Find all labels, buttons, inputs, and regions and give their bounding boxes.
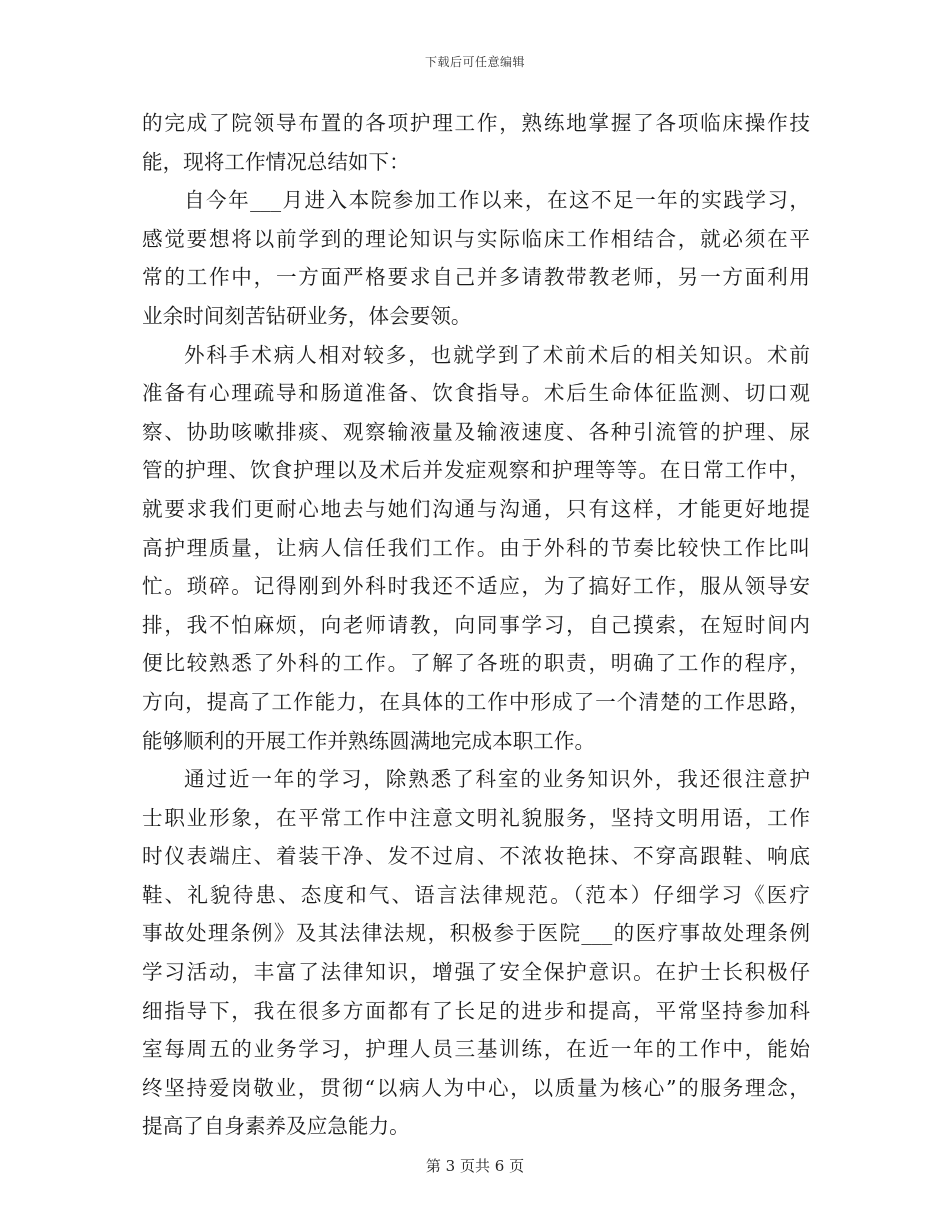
body-text-line: 提高了自身素养及应急能力。 [142,1114,410,1139]
body-text-line: 管的护理、饮食护理以及术后并发症观察和护理等等。在日常工作中， [142,458,810,483]
body-text-line: 室每周五的业务学习，护理人员三基训练，在近一年的工作中，能始 [142,1037,810,1062]
body-text-line: 自今年___月进入本院参加工作以来，在这不足一年的实践学习， [184,188,810,213]
page-header: 下载后可任意编辑 [424,55,525,69]
body-text-line: 事故处理条例》及其法律法规，积极参于医院___的医疗事故处理条例 [142,921,810,946]
body-text-line: 排，我不怕麻烦，向老师请教，向同事学习，自己摸索，在短时间内 [142,612,810,637]
body-text-line: 高护理质量，让病人信任我们工作。由于外科的节奏比较快工作比叫 [142,535,810,560]
body-text-line: 时仪表端庄、着装干净、发不过肩、不浓妆艳抹、不穿高跟鞋、响底 [142,844,810,869]
body-text-line: 就要求我们更耐心地去与她们沟通与沟通，只有这样，才能更好地提 [142,496,810,521]
body-text-line: 常的工作中，一方面严格要求自己并多请教带教老师，另一方面利用 [142,265,810,290]
body-text-line: 忙。琐碎。记得刚到外科时我还不适应，为了搞好工作，服从领导安 [142,574,810,599]
body-text-line: 学习活动，丰富了法律知识，增强了安全保护意识。在护士长积极仔 [142,960,810,985]
body-text-line: 便比较熟悉了外科的工作。了解了各班的职责，明确了工作的程序， [142,651,810,676]
page-footer: 第 3 页共 6 页 [425,1157,525,1175]
body-text-line: 士职业形象，在平常工作中注意文明礼貌服务，坚持文明用语，工作 [142,805,810,830]
body-text-line: 细指导下，我在很多方面都有了长足的进步和提高，平常坚持参加科 [142,998,810,1023]
body-text-line: 外科手术病人相对较多，也就学到了术前术后的相关知识。术前 [184,342,810,367]
body-text-line: 感觉要想将以前学到的理论知识与实际临床工作相结合，就必须在平 [142,226,810,251]
body-text-line: 能，现将工作情况总结如下： [142,149,410,174]
body-text-line: 业余时间刻苦钻研业务，体会要领。 [142,303,472,328]
body-text-line: 通过近一年的学习，除熟悉了科室的业务知识外，我还很注意护 [184,767,810,792]
body-text-line: 准备有心理疏导和肠道准备、饮食指导。术后生命体征监测、切口观 [142,381,810,406]
body-text-line: 鞋、礼貌待患、态度和气、语言法律规范。（范本）仔细学习《医疗 [142,882,810,907]
document-body [142,104,810,1146]
body-text-line: 终坚持爱岗敬业，贯彻“以病人为中心，以质量为核心”的服务理念， [142,1075,810,1100]
body-text-line: 的完成了院领导布置的各项护理工作，熟练地掌握了各项临床操作技 [142,111,810,135]
body-text-line: 能够顺利的开展工作并熟练圆满地完成本职工作。 [142,728,596,753]
body-text-line: 察、协助咳嗽排痰、观察输液量及输液速度、各种引流管的护理、尿 [142,419,810,444]
body-text-line: 方向，提高了工作能力，在具体的工作中形成了一个清楚的工作思路， [142,689,810,714]
